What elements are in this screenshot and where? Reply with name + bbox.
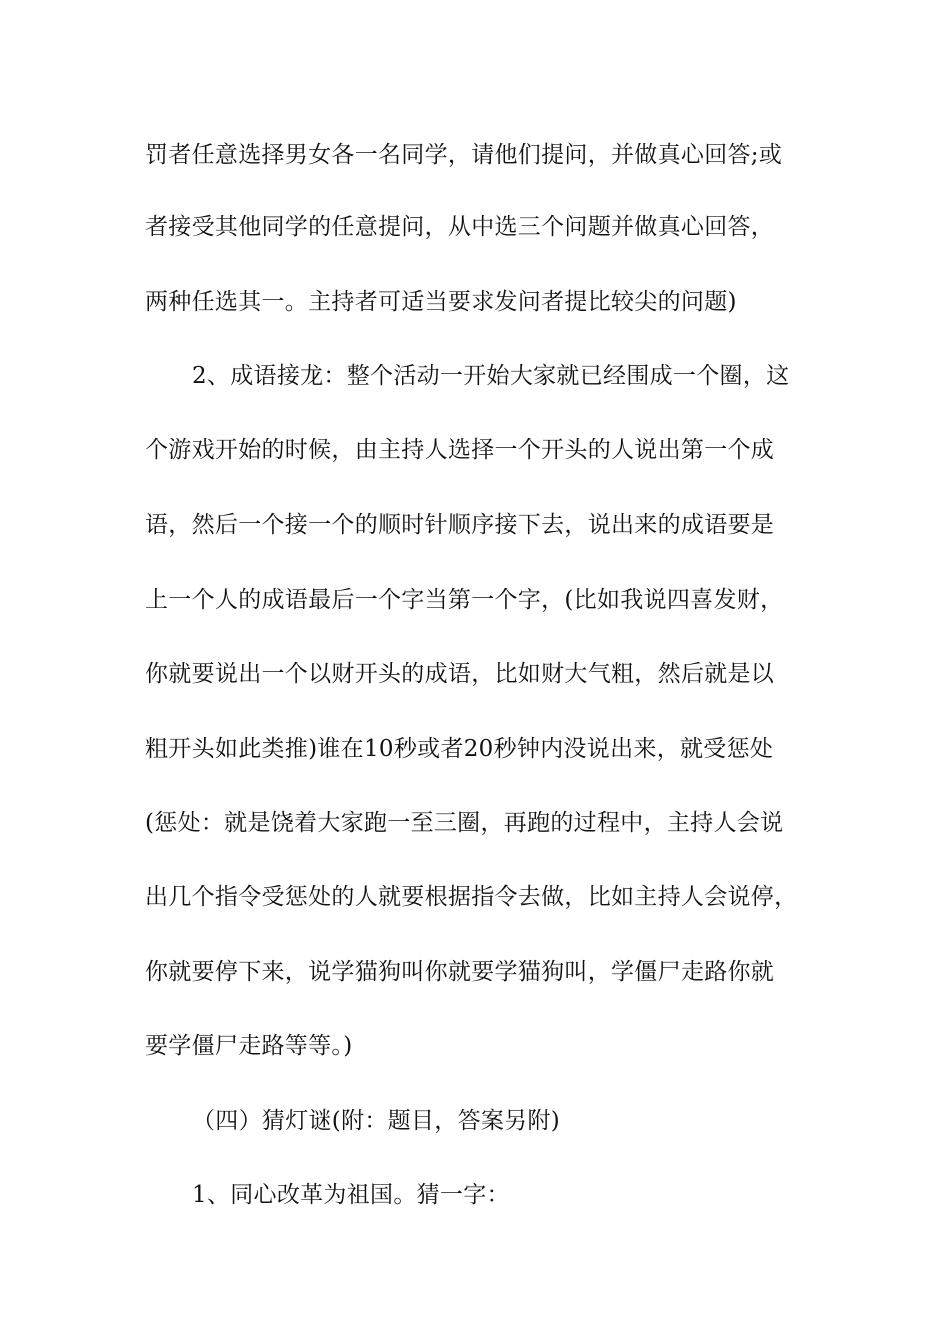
text-line: 出几个指令受惩处的人就要根据指令去做，比如主持人会说停， xyxy=(145,884,798,910)
text-line: 你就要停下来，说学猫狗叫你就要学猫狗叫，学僵尸走路你就 xyxy=(145,959,775,985)
text-line: 要学僵尸走路等等。) xyxy=(145,1033,353,1059)
section-heading: （四）猜灯谜(附：题目，答案另附) xyxy=(192,1108,561,1134)
text-line: (惩处：就是饶着大家跑一至三圈，再跑的过程中，主持人会说 xyxy=(145,810,784,836)
text-line: 上一个人的成语最后一个字当第一个字，(比如我说四喜发财， xyxy=(145,587,784,613)
paragraph-start-line: 2、成语接龙：整个活动一开始大家就已经围成一个圈，这 xyxy=(192,363,790,389)
text-line: 者接受其他同学的任意提问，从中选三个问题并做真心回答， xyxy=(145,214,775,240)
text-line: 个游戏开始的时候，由主持人选择一个开头的人说出第一个成 xyxy=(145,437,775,463)
text-line: 粗开头如此类推)谁在10秒或者20秒钟内没说出来，就受惩处 xyxy=(145,736,774,762)
riddle-item: 1、同心改革为祖国。猜一字： xyxy=(192,1182,510,1208)
text-line: 两种任选其一。主持者可适当要求发问者提比较尖的问题) xyxy=(145,289,737,315)
text-line: 你就要说出一个以财开头的成语，比如财大气粗，然后就是以 xyxy=(145,661,775,687)
text-line: 语，然后一个接一个的顺时针顺序接下去，说出来的成语要是 xyxy=(145,512,775,538)
text-line: 罚者任意选择男女各一名同学，请他们提问，并做真心回答;或 xyxy=(145,142,783,168)
